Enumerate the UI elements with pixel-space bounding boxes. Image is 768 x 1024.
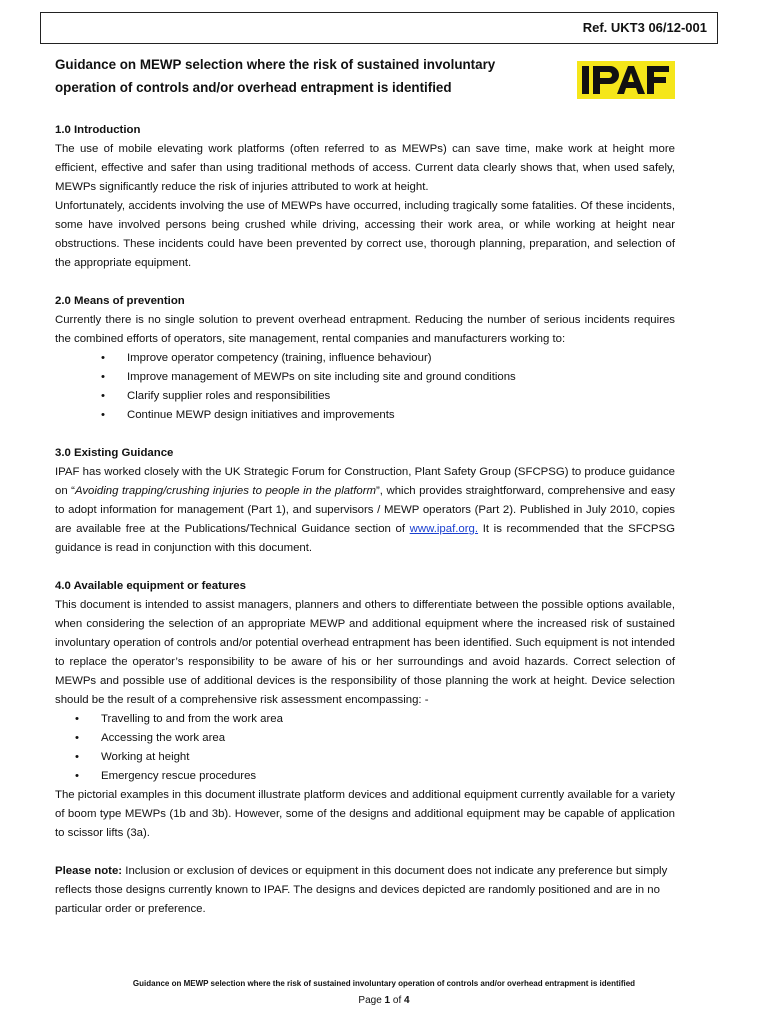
reference-number: Ref. UKT3 06/12-001 <box>582 20 707 35</box>
section-heading: 2.0 Means of prevention <box>55 295 185 307</box>
list-item: • Improve operator competency (training, influence behaviour) <box>55 349 675 368</box>
bullet-list <box>55 349 675 425</box>
paragraph: Currently there is no single solution to prevent overhead entrapment. Reducing the number of serious incidents requires the combined efforts of operators, site management, rental companies and manufacturers working to: <box>55 314 675 345</box>
list-item: • Continue MEWP design initiatives and improvements <box>55 406 675 425</box>
page-footer: Guidance on MEWP selection where the risk of sustained involuntary operation of controls and/or overhead entrapment is identified <box>132 979 636 988</box>
list-item: • Travelling to and from the work area <box>55 710 675 729</box>
list-item: • Clarify supplier roles and responsibilities <box>55 387 675 406</box>
section-heading: 3.0 Existing Guidance <box>55 447 174 459</box>
bullet-list <box>55 710 675 786</box>
guidance-title: Avoiding trapping/crushing injuries to people in the platform <box>74 485 377 497</box>
paragraph: The pictorial examples in this document illustrate platform devices and additional equipment currently available for a variety of boom type MEWPs (1b and 3b). However, some of the designs and additional equipment may be capable of application to scissor lifts (3a). <box>55 789 675 839</box>
section-heading: 1.0 Introduction <box>55 124 141 136</box>
ipaf-link[interactable]: www.ipaf.org. <box>409 523 479 535</box>
ipaf-logo <box>577 61 675 99</box>
document-body <box>55 121 675 919</box>
paragraph: Unfortunately, accidents involving the use of MEWPs have occurred, including tragically some fatalities. Of these incidents, some have involved persons being crushed while driving, accessing their work area, or while working at height near obstructions. These incidents could have been prevented by correct use, thorough planning, preparation, and selection of the appropriate equipment. <box>55 200 675 269</box>
list-item: • Improve management of MEWPs on site including site and ground conditions <box>55 368 675 387</box>
document-title: Guidance on MEWP selection where the risk of sustained involuntary operation of controls and/or overhead entrapment is identified <box>55 57 496 95</box>
list-item: • Working at height <box>55 748 675 767</box>
paragraph: This document is intended to assist managers, planners and others to differentiate between the possible options available, when considering the selection of an appropriate MEWP and additional equipment where the increased risk of sustained involuntary operation of controls and/or potential overhead entrapment has been identified. Such equipment is not intended to replace the operator’s responsibility to be aware of his or her surroundings and avoid hazards. Correct selection of MEWPs and possible use of additional devices is the responsibility of those planning the work at height. Device selection should be the result of a comprehensive risk assessment encompassing: - <box>55 599 675 706</box>
list-item: • Emergency rescue procedures <box>55 767 675 786</box>
page-number: Page 1 of 4 <box>358 995 410 1006</box>
paragraph: The use of mobile elevating work platforms (often referred to as MEWPs) can save time, make work at height more efficient, effective and safer than using traditional methods of access. Current data clearly shows that, when used safely, MEWPs significantly reduce the risk of injuries attributed to work at height. <box>55 143 675 193</box>
list-item: • Accessing the work area <box>55 729 675 748</box>
section-heading: 4.0 Available equipment or features <box>55 580 246 592</box>
note-label: Please note: <box>55 865 123 877</box>
please-note: Please note: Inclusion or exclusion of devices or equipment in this document does not indicate any preference but simply reflects those designs currently known to IPAF. The designs and devices depicted are randomly positioned and are in no particular order or preference. <box>55 865 668 915</box>
paragraph: IPAF has worked closely with the UK Strategic Forum for Construction, Plant Safety Group (SFCPSG) to produce guidance on “Avoiding trapping/crushing injuries to people in the platform”, which provides straightforward, comprehensive and easy to adopt information for management (Part 1), and supervisors / MEWP operators (Part 2). Published in July 2010, copies are available free at the Publications/Technical Guidance section of www.ipaf.org. It is recommended that the SFCPSG guidance is read in conjunction with this document. <box>55 466 675 554</box>
reference-box <box>40 12 718 44</box>
